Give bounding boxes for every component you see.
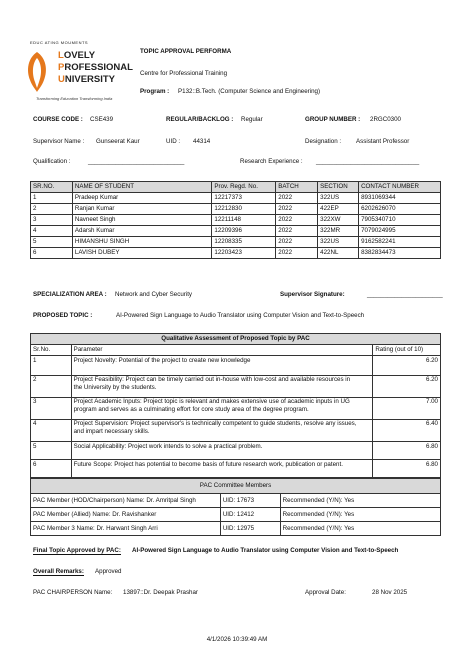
- table-row: [31, 248, 441, 259]
- regular-label: REGULAR/BACKLOG :: [166, 116, 234, 123]
- cell: PAC Member (Allied) Name: Dr. Ravishanker: [31, 508, 221, 522]
- rating-cell: 6.80: [373, 442, 441, 460]
- pac-table: [30, 478, 441, 536]
- rating-cell: 6.80: [373, 460, 441, 478]
- cell: 12208335: [212, 237, 276, 248]
- cell: Recommended (Y/N): Yes: [280, 522, 440, 536]
- research-blank: ______________________________: [316, 158, 420, 165]
- rating-cell: 6.20: [373, 356, 441, 376]
- cell: UID: 12975: [220, 522, 280, 536]
- table-row: [31, 193, 441, 204]
- cell: 422NL: [318, 248, 359, 259]
- qualitative-table: [30, 333, 441, 478]
- cell: 5: [31, 442, 72, 460]
- table-row: [31, 420, 441, 442]
- table-row: [31, 356, 441, 376]
- cell: 322US: [318, 193, 359, 204]
- col-section: SECTION: [318, 182, 359, 193]
- table-row: [31, 494, 441, 508]
- table-row: [31, 460, 441, 478]
- cell: 7905340710: [359, 215, 441, 226]
- col-name: NAME OF STUDENT: [72, 182, 211, 193]
- col-contact: CONTACT NUMBER: [359, 182, 441, 193]
- designation-label: Designation :: [305, 138, 342, 145]
- cell: LAVISH DUBEY: [72, 248, 211, 259]
- cell: 2022: [276, 237, 318, 248]
- group-value: 2RGC0300: [370, 116, 401, 123]
- cell: HIMANSHU SINGH: [72, 237, 211, 248]
- cell: 6: [31, 248, 73, 259]
- cell: 1: [31, 193, 73, 204]
- cell: 2022: [276, 248, 318, 259]
- specialization-value: Network and Cyber Security: [115, 291, 193, 298]
- rating-cell: 6.20: [373, 376, 441, 398]
- cell: 4: [31, 226, 73, 237]
- cell: 2022: [276, 215, 318, 226]
- approval-date: 28 Nov 2025: [372, 589, 408, 596]
- proposed-topic-value: AI-Powered Sign Language to Audio Translator using Computer Vision and Text-to-Speech: [116, 312, 365, 319]
- students-header-row: [31, 182, 441, 193]
- cell: Social Applicability: Project work intends to solve a practical problem.: [71, 442, 373, 460]
- cell: 12211148: [212, 215, 276, 226]
- cell: 12203423: [212, 248, 276, 259]
- table-row: [31, 237, 441, 248]
- qualitative-title: Qualitative Assessment of Proposed Topic by PAC: [31, 334, 441, 345]
- table-row: [31, 398, 441, 420]
- col-regd: Prov. Regd. No.: [212, 182, 276, 193]
- approval-date-label: Approval Date:: [305, 589, 346, 596]
- cell: 3: [31, 398, 72, 420]
- table-row: [31, 522, 441, 536]
- logo-tagline: EDUC ATING MOUMENTS: [30, 40, 89, 45]
- logo-line-1: LOVELY: [58, 50, 96, 61]
- cell: 2: [31, 204, 73, 215]
- col-rating: Rating (out of 10): [373, 345, 441, 356]
- col-parameter: Parameter: [71, 345, 373, 356]
- group-label: GROUP NUMBER :: [305, 116, 361, 123]
- cell: 12212830: [212, 204, 276, 215]
- cell: 1: [31, 356, 72, 376]
- cell: 2022: [276, 226, 318, 237]
- signature-blank: ______________________: [367, 291, 443, 298]
- logo-line-2: PROFESSIONAL: [58, 62, 133, 73]
- proposed-topic-label: PROPOSED TOPIC :: [33, 312, 93, 319]
- table-row: [31, 215, 441, 226]
- cell: Adarsh Kumar: [72, 226, 211, 237]
- cell: Navneet Singh: [72, 215, 211, 226]
- final-topic-value: AI-Powered Sign Language to Audio Translator using Computer Vision and Text-to-Speech: [132, 547, 399, 554]
- table-row: [31, 442, 441, 460]
- course-code-label: COURSE CODE :: [33, 116, 83, 123]
- cell: 322XW: [318, 215, 359, 226]
- cell: 8931069344: [359, 193, 441, 204]
- cell: 422EP: [318, 204, 359, 215]
- designation-value: Assistant Professor: [356, 138, 410, 145]
- footer-timestamp: 4/1/2026 10:39:49 AM: [206, 636, 268, 643]
- cell: 9162582241: [359, 237, 441, 248]
- cell: 2: [31, 376, 72, 398]
- qualification-blank: ____________________________: [88, 158, 185, 165]
- cell: Project Feasibility: Project can be timely carried out in-house with low-cost and available resources in the University by the students.: [71, 376, 373, 398]
- cell: UID: 12412: [220, 508, 280, 522]
- cell: Future Scope: Project has potential to become basis of future research work, publication or patent.: [71, 460, 373, 478]
- supervisor-label: Supervisor Name :: [33, 138, 85, 145]
- form-title: TOPIC APPROVAL PERFORMA: [140, 48, 232, 55]
- cell: 12209396: [212, 226, 276, 237]
- table-row: [31, 204, 441, 215]
- uid-value: 44314: [193, 138, 211, 145]
- rating-cell: 7.00: [373, 398, 441, 420]
- pac-title: PAC Committee Members: [31, 479, 441, 494]
- cell: 12217373: [212, 193, 276, 204]
- qualification-label: Qualification :: [33, 158, 71, 165]
- cell: 8382834473: [359, 248, 441, 259]
- chairperson-name: 13897::Dr. Deepak Prashar: [123, 589, 198, 596]
- cell: 7079024995: [359, 226, 441, 237]
- students-table: [30, 181, 441, 259]
- research-label: Research Experience :: [240, 158, 303, 165]
- cell: Recommended (Y/N): Yes: [280, 494, 440, 508]
- university-logo: [20, 40, 133, 108]
- col-batch: BATCH: [276, 182, 318, 193]
- cell: Project Academic Inputs: Project topic is relevant and makes extensive use of academic inputs in UG program and serves as a culminating effort for core study area of the degree program.: [71, 398, 373, 420]
- cell: UID: 17673: [220, 494, 280, 508]
- cell: Ranjan Kumar: [72, 204, 211, 215]
- cell: PAC Member (HOD/Chairperson) Name: Dr. Amritpal Singh: [31, 494, 221, 508]
- uid-label: UID :: [166, 138, 181, 145]
- cell: Recommended (Y/N): Yes: [280, 508, 440, 522]
- cell: 2022: [276, 193, 318, 204]
- col-srno: Sr.No.: [31, 345, 72, 356]
- logo-line-3: UNIVERSITY: [58, 74, 116, 85]
- cell: 322MR: [318, 226, 359, 237]
- program-value: P132::B.Tech. (Computer Science and Engineering): [178, 88, 321, 95]
- cell: Pradeep Kumar: [72, 193, 211, 204]
- course-code: CSE439: [90, 116, 114, 123]
- cell: 322US: [318, 237, 359, 248]
- cell: 5: [31, 237, 73, 248]
- regular-value: Regular: [241, 116, 263, 123]
- table-row: [31, 508, 441, 522]
- specialization-label: SPECIALIZATION AREA :: [33, 291, 107, 298]
- centre-name: Centre for Professional Training: [140, 70, 228, 77]
- table-row: [31, 376, 441, 398]
- cell: Project Novelty: Potential of the project to create new knowledge: [71, 356, 373, 376]
- cell: 2022: [276, 204, 318, 215]
- col-srno: SR.NO.: [31, 182, 73, 193]
- logo-slogan: Transforming Education Transforming India: [36, 96, 113, 101]
- supervisor-name: Gunseerat Kaur: [96, 138, 140, 145]
- cell: 4: [31, 420, 72, 442]
- program-label: Program :: [140, 88, 170, 95]
- remarks-value: Approved: [95, 568, 122, 575]
- final-topic-label: Final Topic Approved by PAC:: [33, 547, 121, 554]
- table-row: [31, 226, 441, 237]
- logo-mark-icon: [24, 50, 50, 94]
- chairperson-label: PAC CHAIRPERSON Name:: [33, 589, 113, 596]
- rating-cell: 6.40: [373, 420, 441, 442]
- remarks-label: Overall Remarks:: [33, 568, 84, 575]
- cell: 6: [31, 460, 72, 478]
- signature-label: Supervisor Signature:: [280, 291, 345, 298]
- cell: 3: [31, 215, 73, 226]
- cell: 6202626070: [359, 204, 441, 215]
- cell: Project Supervision: Project supervisor's is technically competent to guide students, resolve any issues, and impart necessary skills.: [71, 420, 373, 442]
- cell: PAC Member 3 Name: Dr. Harwant Singh Arri: [31, 522, 221, 536]
